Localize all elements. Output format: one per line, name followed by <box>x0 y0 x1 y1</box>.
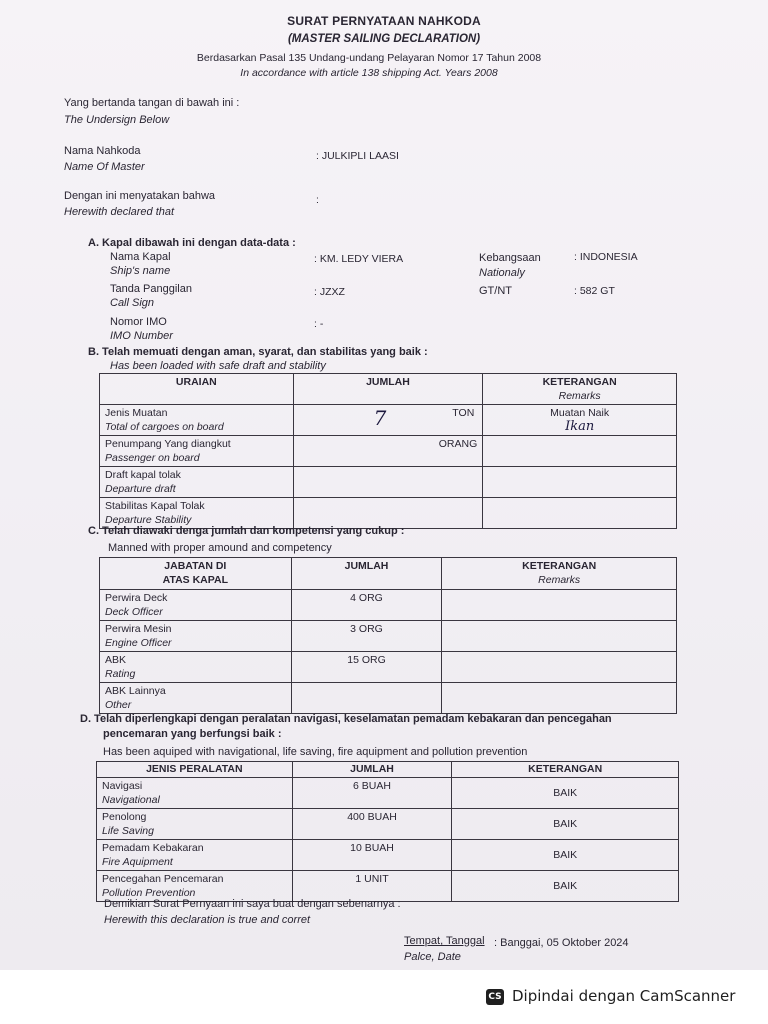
camscanner-logo-icon: CS <box>486 989 504 1005</box>
crew-table <box>99 557 677 714</box>
nationality-value: : INDONESIA <box>574 251 638 263</box>
row-label-english: Pollution Prevention <box>102 887 196 899</box>
table-row <box>100 405 677 436</box>
unit-ton: TON <box>452 407 475 419</box>
row-label-english: Engine Officer <box>105 637 172 649</box>
ship-name-label-english: Ship's name <box>110 265 171 277</box>
master-name-label: Nama Nahkoda <box>64 145 141 157</box>
declare-label-english: Herewith declared that <box>64 206 175 218</box>
table-row <box>97 809 679 840</box>
section-d-heading-line2: pencemaran yang berfungsi baik : <box>103 728 282 740</box>
call-sign-label-english: Call Sign <box>110 297 155 309</box>
declare-colon: : <box>316 194 319 206</box>
row-label: Navigasi <box>102 780 143 792</box>
table-row <box>100 652 677 683</box>
row-label: Penumpang Yang diangkut <box>105 438 231 450</box>
gt-nt-label: GT/NT <box>479 285 512 297</box>
table-row <box>100 590 677 621</box>
header-keterangan-label: KETERANGAN <box>542 376 617 388</box>
row-remark: BAIK <box>452 809 679 840</box>
call-sign-label: Tanda Panggilan <box>110 283 192 295</box>
place-date-value: : Banggai, 05 Oktober 2024 <box>494 937 629 949</box>
row-label: Draft kapal tolak <box>105 469 181 481</box>
cargo-table <box>99 373 677 529</box>
header-jabatan-line2: ATAS KAPAL <box>162 574 228 586</box>
header-jabatan-line1: JABATAN DI <box>164 560 227 572</box>
row-label: ABK <box>105 654 127 666</box>
row-label-english: Rating <box>105 668 136 680</box>
header-keterangan <box>483 374 677 405</box>
row-label: Pencegahan Pencemaran <box>102 873 224 885</box>
row-remark: BAIK <box>452 840 679 871</box>
row-label-english: Total of cargoes on board <box>105 421 224 433</box>
imo-label: Nomor IMO <box>110 316 167 328</box>
header-jabatan <box>100 558 292 590</box>
undersigned-label: Yang bertanda tangan di bawah ini : <box>64 97 240 109</box>
table-row <box>100 436 677 467</box>
ship-name-value: : KM. LEDY VIERA <box>314 253 404 265</box>
row-remark: BAIK <box>452 778 679 809</box>
row-label-english: Departure Stability <box>105 514 192 526</box>
master-name-value: : JULKIPLI LAASI <box>316 150 399 162</box>
imo-value: : - <box>314 318 324 330</box>
header-keterangan <box>442 558 677 590</box>
nationality-label-english: Nationaly <box>479 267 525 279</box>
imo-label-english: IMO Number <box>110 330 173 342</box>
place-date-label-english: Palce, Date <box>404 951 461 963</box>
header-remarks-label: Remarks <box>538 574 581 586</box>
table-row <box>100 467 677 498</box>
row-label-english: Deck Officer <box>105 606 163 618</box>
row-label: Pemadam Kebakaran <box>102 842 204 854</box>
table-row <box>97 778 679 809</box>
document-title-english: (MASTER SAILING DECLARATION) <box>287 33 481 45</box>
row-label-english: Departure draft <box>105 483 176 495</box>
legal-basis: Berdasarkan Pasal 135 Undang-undang Pelayaran Nomor 17 Tahun 2008 <box>196 52 542 64</box>
closing-statement: Demikian Surat Pernyaan ini saya buat dengan sebenarnya : <box>104 898 401 910</box>
unit-orang: ORANG <box>438 438 478 450</box>
header-remarks-label: Remarks <box>558 390 601 402</box>
row-value: 4 ORG <box>291 590 442 621</box>
closing-statement-english: Herewith this declaration is true and corret <box>104 914 311 926</box>
ship-name-label: Nama Kapal <box>110 251 171 263</box>
row-value: 400 BUAH <box>292 809 452 840</box>
table-row <box>100 498 677 529</box>
row-value: 6 BUAH <box>292 778 452 809</box>
place-date-label: Tempat, Tanggal <box>404 935 485 947</box>
row-label: Perwira Deck <box>105 592 168 604</box>
header-jenis-peralatan: JENIS PERALATAN <box>97 762 293 778</box>
nationality-label: Kebangsaan <box>479 252 541 264</box>
row-remark: BAIK <box>452 871 679 902</box>
section-b-heading-english: Has been loaded with safe draft and stability <box>110 360 326 372</box>
row-value: 10 BUAH <box>292 840 452 871</box>
camscanner-watermark-text: Dipindai dengan CamScanner <box>512 987 736 1005</box>
table-row <box>97 840 679 871</box>
undersigned-label-english: The Undersign Below <box>64 114 170 126</box>
row-label: ABK Lainnya <box>105 685 166 697</box>
row-label: Jenis Muatan <box>105 407 168 419</box>
header-jumlah: JUMLAH <box>293 374 483 405</box>
row-value: 1 UNIT <box>292 871 452 902</box>
header-uraian: URAIAN <box>100 374 294 405</box>
remark-value: Muatan Naik <box>550 407 610 419</box>
section-b-heading: B. Telah memuati dengan aman, syarat, dan stabilitas yang baik : <box>88 346 428 358</box>
table-row <box>97 871 679 902</box>
row-label-english: Life Saving <box>102 825 154 837</box>
header-jumlah: JUMLAH <box>291 558 442 590</box>
row-label-english: Other <box>105 699 132 711</box>
section-d-heading: D. Telah diperlengkapi dengan peralatan navigasi, keselamatan pemadam kebakaran dan pencegahan <box>80 713 612 725</box>
call-sign-value: : JZXZ <box>314 286 345 298</box>
header-jumlah: JUMLAH <box>292 762 452 778</box>
section-a-heading: A. Kapal dibawah ini dengan data-data : <box>88 237 296 249</box>
row-value: 3 ORG <box>291 621 442 652</box>
row-label: Perwira Mesin <box>105 623 172 635</box>
row-value: 15 ORG <box>291 652 442 683</box>
section-c-heading: C. Telah diawaki denga jumlah dan kompetensi yang cukup : <box>88 525 405 537</box>
row-label-english: Fire Aquipment <box>102 856 173 868</box>
section-d-heading-english: Has been aquiped with navigational, life saving, fire aquipment and pollution prevention <box>103 746 528 758</box>
row-label: Penolong <box>102 811 147 823</box>
row-value <box>291 683 442 714</box>
row-label-english: Passenger on board <box>105 452 200 464</box>
handwritten-remark: Ikan <box>565 419 595 434</box>
declare-label: Dengan ini menyatakan bahwa <box>64 190 216 202</box>
section-c-heading-english: Manned with proper amound and competency <box>108 542 332 554</box>
table-row <box>100 621 677 652</box>
table-row <box>100 683 677 714</box>
master-name-label-english: Name Of Master <box>64 161 145 173</box>
legal-basis-english: In accordance with article 138 shipping Act. Years 2008 <box>240 67 498 79</box>
document-title: SURAT PERNYATAAN NAHKODA <box>287 14 481 28</box>
handwritten-quantity: 7 <box>373 406 387 430</box>
header-keterangan: KETERANGAN <box>452 762 679 778</box>
header-keterangan-label: KETERANGAN <box>522 560 597 572</box>
equipment-table <box>96 761 679 902</box>
row-label-english: Navigational <box>102 794 160 806</box>
gt-nt-value: : 582 GT <box>574 285 615 297</box>
row-label: Stabilitas Kapal Tolak <box>105 500 205 512</box>
